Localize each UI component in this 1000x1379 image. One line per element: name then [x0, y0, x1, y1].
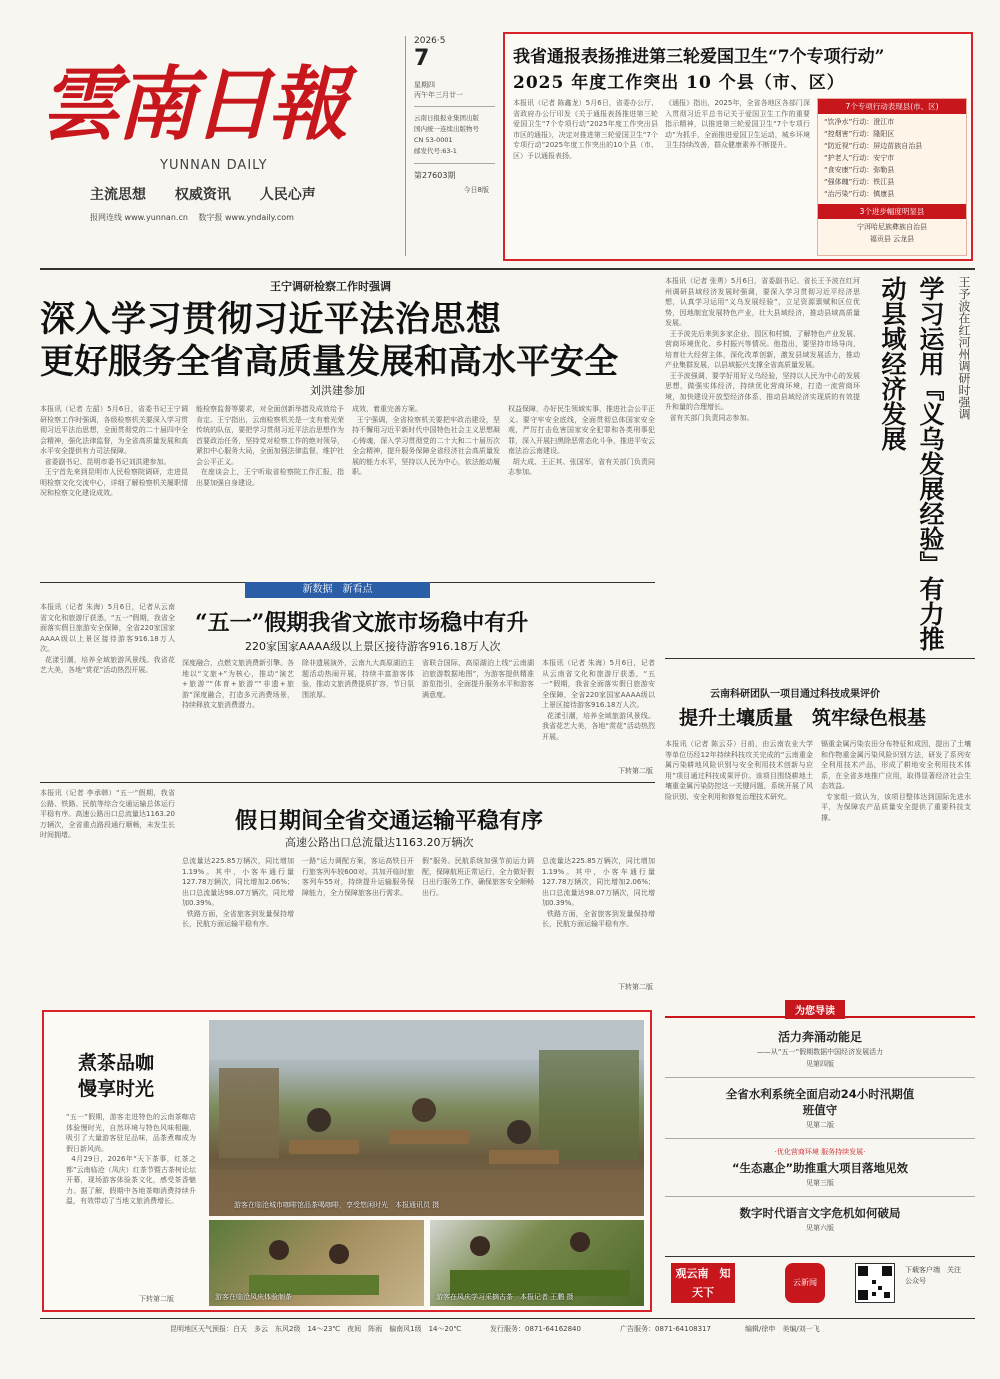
tourism-col-5: 本报讯（记者 朱海）5月6日，记者从云南省文化和旅游厅获悉，“五一”假期，我省全面落实假日旅游安全保障，全省220家国家AAAA级以上景区接待游客916.18万人次。 花漾引潮，培养全域旅游风景线。我省花艺大美，各地“赏花”活动热烈开展。 — [542, 659, 655, 741]
lead-col-4: 权益保障，办好民生领域实事，推进社会公平正义。要守牢安全底线，全面贯彻总体国家安全观，严厉打击危害国家安全犯罪和各类刑事犯罪，深入开展扫黑除恶常态化斗争，推进平安云南法治云南建设。 胡大成、王正其、张国军，省有关部门负责同志参加。 — [508, 405, 655, 476]
main-photo-caption: 游客在临沧城市咖啡馆品茶喝咖啡，享受悠闲时光 本报通讯员 摄 — [234, 1201, 440, 1209]
panel-item: “饮净水”行动：澄江市 — [824, 118, 895, 126]
masthead-english: YUNNAN DAILY — [160, 158, 268, 173]
panel-item: “防近视”行动：屏边苗族自治县 — [824, 142, 923, 150]
masthead-sites — [90, 212, 294, 223]
ad-service: 广告服务：0871-64108317 — [620, 1325, 711, 1333]
top-news-title-1[interactable]: 我省通报表扬推进第三轮爱国卫生“7个专项行动” — [513, 47, 885, 67]
pub-line-2: 国内统一连续出版物号 — [414, 125, 479, 133]
panel-item: “强体魄”行动：铁江县 — [824, 178, 895, 186]
footer — [40, 1322, 975, 1338]
tourism-col-4: 省联合国际，高原湖泊上线“云南湖泊旅游数据地图”，为游客提供精准游览指引，全面提升服务水平和游客满意度。 — [422, 659, 534, 699]
photo-3-caption: 游客在凤庆学习采摘古茶 本报记者 王鹏 摄 — [436, 1293, 574, 1301]
guide-item-title: “生态惠企”助推重大项目落地见效 — [731, 1161, 909, 1175]
guide-item-sub: ——从“五一”假期数据中国经济发展活力 — [756, 1048, 884, 1056]
guide-item-page: 见第四版 — [806, 1060, 834, 1068]
feature-jump[interactable]: 下转第二版 — [139, 1295, 174, 1303]
pub-line-4: 邮发代号:63-1 — [414, 147, 457, 155]
promo-strip — [665, 1256, 975, 1308]
app-name: 云新闻 — [793, 1278, 817, 1287]
issue-number: 第27603期 — [414, 171, 456, 180]
traffic-col-1: 本报讯（记者 李承韩）“五一”假期，我省公路、铁路、民航等综合交通运输总体运行平稳有序。高速公路出口总流量达1163.20万辆次，全省重点路段通行顺畅，未发生长时间拥堵。 — [40, 789, 175, 839]
traffic-col-2: 总流量达225.85万辆次，同比增加1.19%。其中，小客车通行量127.78万辆次，同比增加2.06%；出口总流量达98.07万辆次，同比增加0.39%。 铁路方面，全省旅客到发量保持增长，民航方面运输平稳有序。 — [182, 857, 294, 928]
lead-article — [40, 274, 655, 579]
feature-box — [42, 1010, 652, 1312]
guide-item-page: 见第三版 — [806, 1179, 834, 1187]
side-article — [665, 276, 975, 654]
guide-item-title: 数字时代语言文字危机如何破局 — [739, 1206, 901, 1220]
guide-panel — [665, 1000, 975, 1248]
tourism-col-3: 除非遗展演外，云南九大高原湖泊主题活动热闹开展，持续丰富游客体验，推动文旅消费提质扩容，节日氛围浓厚。 — [302, 659, 414, 699]
lead-subtitle: 刘洪建参加 — [310, 384, 365, 397]
promo-left-label: 观云南 知天下 — [675, 1267, 731, 1299]
traffic-jump[interactable]: 下转第二版 — [618, 983, 653, 991]
top-news-col-1: 本报讯（记者 陈鑫龙）5月6日，省委办公厅、省政府办公厅印发《关于通报表扬推进第三轮爱国卫生“7个专项行动”2025年度工作突出县市区的通报》，决定对推进第三轮爱国卫生“7个专项行动”2025年度工作突出的10个县（市、区）予以通报表扬。 — [513, 99, 658, 160]
slogan-3: 人民心声 — [259, 187, 316, 203]
photo-3 — [430, 1220, 644, 1306]
date-ym: 2026·5 — [414, 36, 446, 46]
weekday: 星期四 — [414, 81, 435, 89]
site-link-1[interactable]: 报网连线 www.yunnan.cn — [90, 213, 188, 222]
guide-item-title: 全省水利系统全面启动24小时汛期值班值守 — [725, 1087, 915, 1117]
tech-col-2: 镉重金属污染农田分布特征和成因，提出了土壤和作物重金属污染风险识别方法，研发了系列安全利用技术产品，形成了耕地安全利用技术体系，在全省多地推广应用，取得显著经济社会生态效益。 专家组一致认为，该项目整体达到国际先进水平，为保障农产品质量安全提供了重要科技支撑。 — [821, 740, 971, 822]
panel-item: “食安康”行动：弥勒县 — [824, 166, 895, 174]
cafe-scene-illustration — [209, 1020, 644, 1216]
side-vertical-kicker: 王予波在红河州调研时强调 — [957, 276, 971, 420]
feature-title-2[interactable]: 慢享时光 — [78, 1078, 155, 1100]
top-news-box — [503, 32, 973, 261]
traffic-subtitle: 高速公路出口总流量达1163.20万辆次 — [285, 836, 474, 849]
special-actions-panel — [817, 98, 967, 256]
divider — [40, 1318, 975, 1319]
band-label: 新数据 新看点 — [302, 584, 373, 595]
pub-line-1: 云南日报报业集团出版 — [414, 114, 479, 122]
site-link-2[interactable]: 数字报 www.yndaily.com — [198, 213, 294, 222]
panel-item: “护老人”行动：安宁市 — [824, 154, 895, 162]
traffic-col-5: 总流量达225.85万辆次，同比增加1.19%。其中，小客车通行量127.78万辆次，同比增加2.06%；出口总流量达98.07万辆次，同比增加0.39%。 铁路方面，全省旅客到发量保持增长，民航方面运输平稳有序。 — [542, 857, 655, 928]
lead-col-3: 成效，着重完善方案。 王宁强调，全省检察机关要把牢政治建设，坚持不懈用习近平新时代中国特色社会主义思想凝心铸魂，深入学习贯彻党的二十大和二十届历次全会精神，提升服务保障全省经济社会高质量发展的能力水平，坚持以人民为中心，依法能动履职。 — [352, 405, 500, 476]
divider — [40, 268, 975, 270]
traffic-article — [40, 786, 655, 998]
qr-code-icon[interactable] — [855, 1263, 895, 1303]
photo-2-caption: 游客在临沧凤庆体验制茶 — [215, 1293, 292, 1301]
page-count: 今日8版 — [463, 186, 489, 194]
panel-sub-item: 宁洱哈尼族彝族自治县 — [857, 223, 927, 231]
lead-col-2: 能检察监督等要求，对全面创新举措及成效给予肯定。王宁指出，云南检察机关是一支有着光荣传统的队伍，要把学习贯彻习近平法治思想作为首要政治任务，坚持党对检察工作的绝对领导，紧扣中心服务大局，全面加强法律监督，维护社会公平正义。 在座谈会上，王宁听取省检察院工作汇报，指出要加强自身建设。 — [196, 405, 344, 487]
tourism-title[interactable]: “五一”假期我省文旅市场稳中有升 — [195, 610, 529, 636]
masthead-logo: 雲南日報 — [40, 57, 344, 151]
guide-item[interactable] — [665, 1028, 975, 1069]
panel-item: “控烟害”行动：隆阳区 — [824, 130, 895, 138]
tourism-col-1: 本报讯（记者 朱海）5月6日，记者从云南省文化和旅游厅获悉，“五一”假期，我省全面落实假日旅游安全保障，全省220家国家AAAA级以上景区接待游客916.18万人次。 花漾引潮，培养全域旅游风景线。我省花艺大美，各地“赏花”活动热烈开展。 — [40, 603, 175, 674]
slogan-2: 权威资讯 — [174, 187, 231, 203]
guide-item-sub: ·优化营商环境 服务持续发展· — [774, 1148, 866, 1156]
pub-line-3: CN 53-0001 — [414, 136, 453, 144]
traffic-col-3: 一路“运力调配方案，客运高铁日开行旅客列车较600对。共加开临时旅客列车55对，持续提升运输服务保障能力，全力保障旅客出行需求。 — [302, 857, 414, 897]
panel-item: “治污染”行动：镇康县 — [824, 190, 895, 198]
qr-text: 下载客户端 关注公众号 — [905, 1266, 961, 1285]
lead-title-2[interactable]: 更好服务全省高质量发展和高水平安全 — [40, 342, 618, 382]
guide-header — [665, 1000, 975, 1018]
tourism-article — [40, 600, 655, 778]
dist-service: 发行服务：0871-64162840 — [490, 1325, 581, 1333]
tech-article — [665, 658, 975, 993]
lunar-date: 丙午年三月廿一 — [414, 91, 463, 99]
tech-col-1: 本报讯（记者 陈云芬）日前，由云南农业大学等单位历经12年持续科技攻关完成的“云南重金属污染耕地风险识别与安全利用技术创新与应用”项目通过科技成果评价。该项目围绕耕地土壤重金属污染防控这一关键问题，系统开展了风险识别、安全利用和修复治理技术研究。 — [665, 740, 813, 801]
panel-sub-item: 福贡县 云龙县 — [869, 235, 915, 243]
guide-item-page: 见第二版 — [806, 1121, 834, 1129]
guide-header-label: 为您导读 — [785, 1000, 845, 1019]
panel-title: 7个专项行动表现县(市、区) — [818, 99, 966, 114]
guide-item-page: 见第六版 — [806, 1224, 834, 1232]
side-vertical-title[interactable]: 学习运用『义乌发展经验』有力推动县域经济发展 — [878, 276, 945, 651]
main-photo — [209, 1020, 644, 1216]
panel-subtitle: 3个进步幅度明显县 — [818, 204, 966, 219]
feature-title-1[interactable]: 煮茶品咖 — [78, 1052, 155, 1074]
top-news-title-2[interactable]: 2025 年度工作突出 10 个县（市、区） — [513, 73, 845, 93]
tourism-subtitle: 220家国家AAAA级以上景区接待游客916.18万人次 — [245, 640, 501, 653]
tourism-col-2: 深度融合，点燃文旅消费新引擎。各地以“文旅+”为核心，推动“演艺+旅游”“体育+旅游”“非遗+旅游”深度融合，打造多元消费场景，持续释放文旅消费潜力。 — [182, 659, 294, 709]
photo-2 — [209, 1220, 424, 1306]
guide-item[interactable] — [665, 1205, 975, 1233]
guide-item[interactable] — [665, 1086, 975, 1130]
qr-pattern-icon — [856, 1264, 894, 1302]
masthead — [40, 26, 390, 256]
date-day: 7 — [414, 46, 430, 71]
feature-body: “五一”假期，游客走进特色的云南茶咖店体验慢时光，自然环境与特色风味相融，吸引了大量游客驻足品味，品茶煮咖成为假日新风尚。 4月29日，2026年“天下茶事，红茶之都”云南临沧（凤庆）红茶节暨古茶树论坛开幕，现场游客体验茶文化，感受茶香魅力。据了解，假期中各地茶咖消费持续升温，有效带动了当地文旅消费增长。 — [66, 1113, 196, 1205]
side-body: 本报讯（记者 张勇）5月6日，省委副书记、省长王予波在红河州调研县域经济发展时强调，要深入学习贯彻习近平经济思想，认真学习运用“义乌发展经验”，立足资源禀赋和区位优势，因地制宜发展特色产业，壮大县域经济，推动县域高质量发展。 王予波先后来到多家企业、园区和村镇，了解特色产业发展、营商环境优化、乡村振兴等情况。他指出，要坚持市场导向，培育壮大经营主体，深化改革创新，激发县域发展活力，推动产业集群发展，以县域振兴支撑全省高质量发展。 王予波强调，要学好用好义乌经验，坚持以人民为中心的发展思想，做强实体经济，持续优化营商环境，打造一流营商环境，加快建设开放型经济体系，推动县域经济实现质的有效提升和量的合理增长。 省有关部门负责同志参加。 — [665, 277, 860, 422]
tech-kicker: 云南科研团队一项目通过科技成果评价 — [710, 689, 880, 700]
guide-item[interactable] — [665, 1147, 975, 1188]
promo-left[interactable] — [671, 1263, 735, 1303]
traffic-title[interactable]: 假日期间全省交通运输平稳有序 — [235, 808, 544, 834]
masthead-slogans — [90, 184, 316, 204]
top-news-col-2: 《通报》指出，2025年，全省各地区各部门深入贯彻习近平总书记关于爱国卫生工作的重要指示精神，以推进第三轮爱国卫生“7个专项行动”为抓手，全面推进爱国卫生运动，城乡环境卫生持续改善，群众健康素养不断提升。 — [665, 99, 810, 149]
lead-kicker: 王宁调研检察工作时强调 — [270, 280, 391, 293]
lead-title-1[interactable]: 深入学习贯彻习近平法治思想 — [40, 299, 502, 340]
tourism-jump[interactable]: 下转第二版 — [618, 767, 653, 775]
weather: 昆明地区天气预报：白天 多云 东风2级 14～23℃ 夜间 阵雨 偏南风1级 14～20℃ — [170, 1325, 462, 1333]
slogan-1: 主流思想 — [90, 187, 146, 203]
date-panel — [405, 36, 495, 256]
app-logo-icon[interactable] — [785, 1263, 825, 1303]
tech-title[interactable]: 提升土壤质量 筑牢绿色根基 — [679, 707, 927, 729]
data-band — [245, 582, 430, 598]
guide-item-title: 活力奔涌动能足 — [777, 1030, 862, 1044]
traffic-col-4: 假”服务。民航系统加强节前运力调配，保障航班正常运行，全力做好假日出行服务工作，确保旅客安全顺畅出行。 — [422, 857, 534, 897]
editor-credit: 编辑/徐申 美编/刘一飞 — [745, 1325, 820, 1333]
lead-col-1: 本报讯（记者 左韶）5月6日，省委书记王宁调研检察工作时强调，各级检察机关要深入学习贯彻习近平法治思想，全面贯彻党的二十届四中全会精神，强化法律监督，为全省高质量发展和高水平安全提供有力司法保障。 省委副书记、昆明市委书记刘洪建参加。 王宁首先来到昆明市人民检察院调研，走进昆明检察文化交流中心，详细了解检察机关履职情况和检察文化建设成效。 — [40, 405, 188, 497]
divider — [40, 782, 655, 783]
